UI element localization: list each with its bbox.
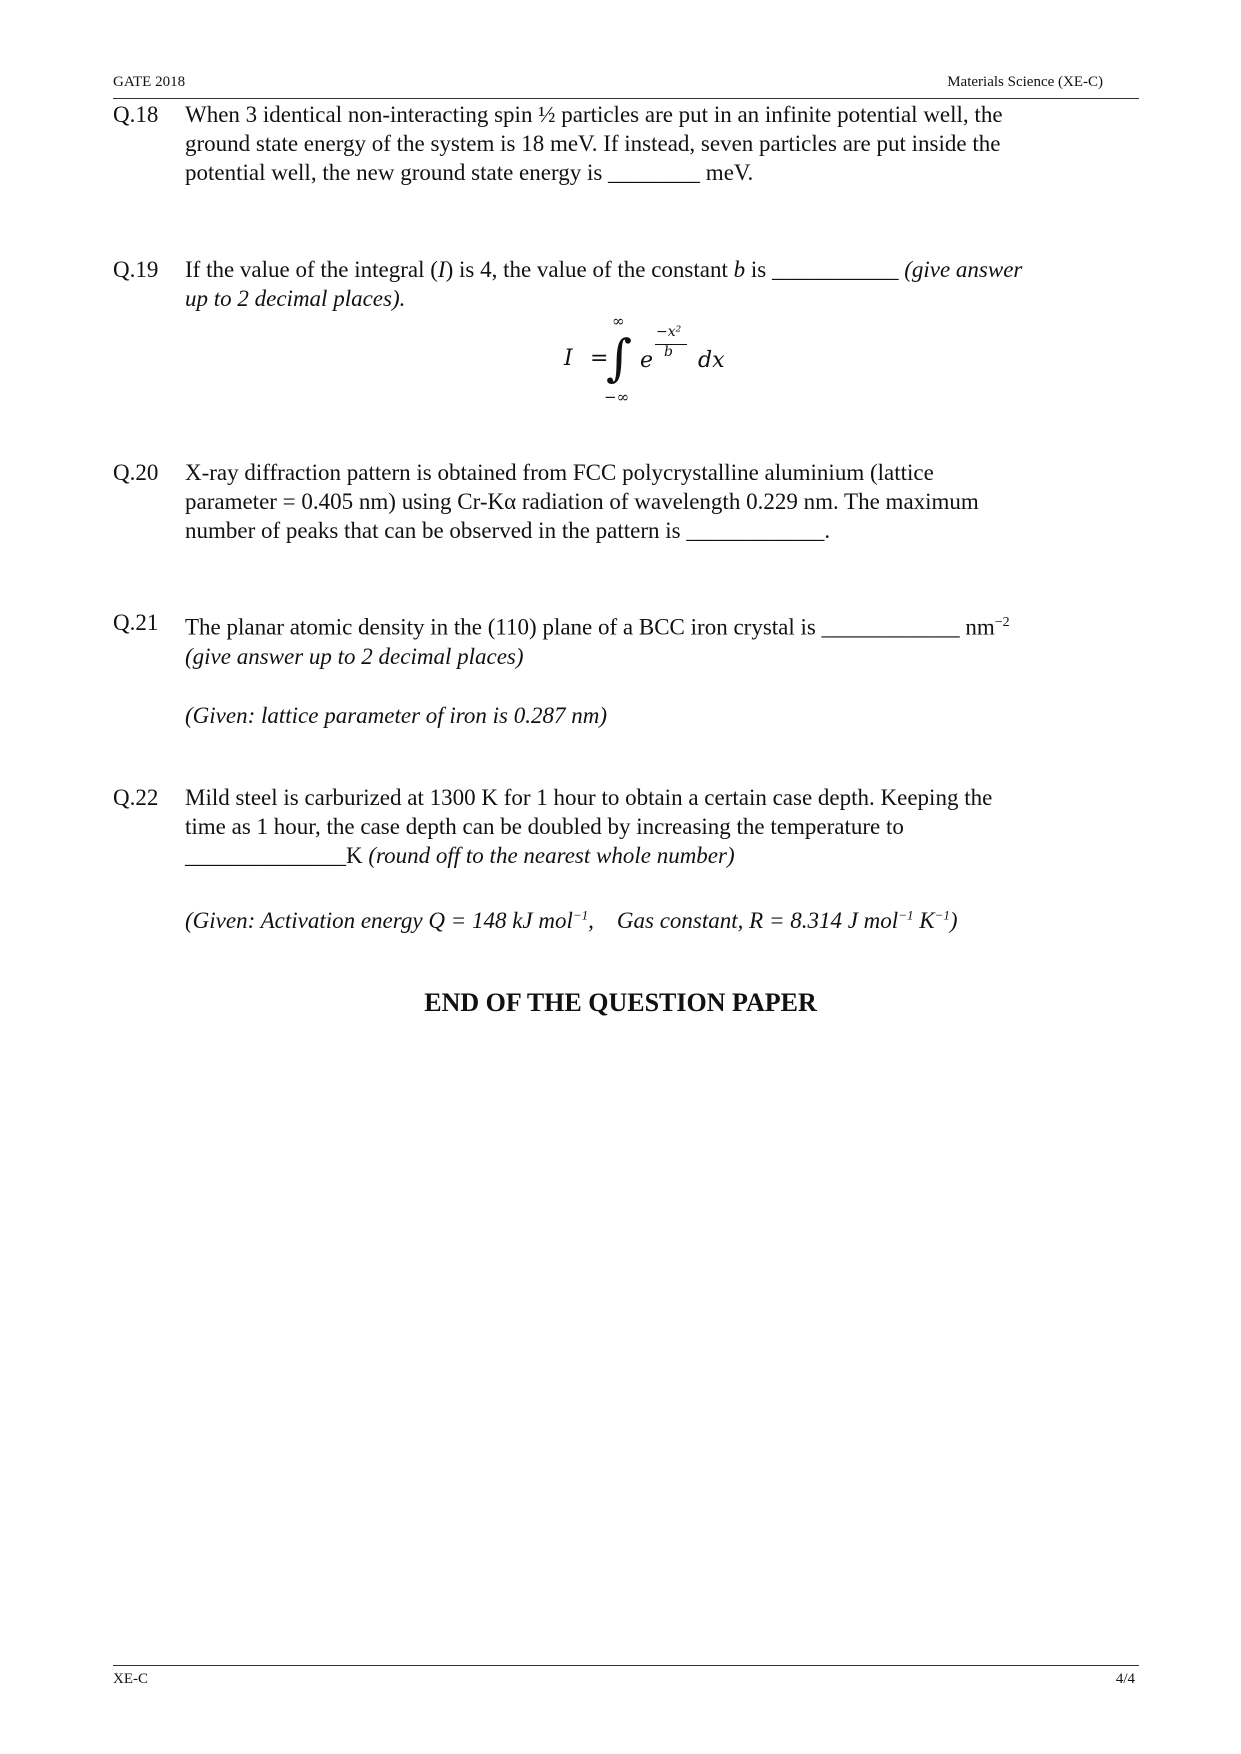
text-line: ______________K (round off to the nearest whole number) — [185, 843, 735, 868]
integral-sign: ∫ — [606, 329, 633, 387]
footer-paper-code: XE-C — [113, 1671, 148, 1687]
integral-formula — [560, 312, 740, 412]
question-text — [185, 783, 1105, 935]
text-line: time as 1 hour, the case depth can be doubled by increasing the temperature to — [185, 814, 904, 839]
given-line: (Given: Activation energy Q = 148 kJ mol$^{-1}$, Gas constant, R = 8.314 J mol$^{-1}$ $K^{-1}$) — [185, 907, 958, 933]
text-line: If the value of the integral (I) is 4, the value of the constant b is ___________ (give answer — [185, 257, 1023, 282]
exponent-numerator: −x² — [656, 324, 682, 340]
question-text — [185, 608, 1105, 730]
formula-lhs: I — [564, 346, 573, 371]
question-number: Q.20 — [113, 460, 159, 485]
text-line: When 3 identical non-interacting spin ½ particles are put in an infinite potential well, the — [185, 102, 1003, 127]
header-subject: Materials Science (XE-C) — [947, 74, 1103, 90]
exponential-base: e — [640, 348, 654, 373]
exponent-denominator: b — [664, 344, 673, 360]
page-number: 4/4 — [1115, 1671, 1135, 1687]
question-text — [185, 100, 1105, 187]
text-line: Mild steel is carburized at 1300 K for 1 hour to obtain a certain case depth. Keeping the — [185, 785, 993, 810]
footer-divider — [113, 1665, 1139, 1666]
question-text — [185, 255, 1105, 313]
text-line: parameter = 0.405 nm) using Cr-Kα radiation of wavelength 0.229 nm. The maximum — [185, 489, 979, 514]
text-line: X-ray diffraction pattern is obtained from FCC polycrystalline aluminium (lattice — [185, 460, 934, 485]
text-line: potential well, the new ground state energy is ________ meV. — [185, 160, 754, 185]
question-text — [185, 458, 1105, 545]
header-exam-name: GATE 2018 — [113, 74, 186, 90]
question-number: Q.18 — [113, 102, 159, 127]
text-line: ground state energy of the system is 18 meV. If instead, seven particles are put inside the — [185, 131, 1001, 156]
question-number: Q.22 — [113, 785, 159, 810]
text-line: (give answer up to 2 decimal places) — [185, 643, 524, 669]
question-number: Q.19 — [113, 257, 159, 282]
text-line: number of peaks that can be observed in the pattern is ____________. — [185, 518, 831, 543]
formula-equals: = — [590, 346, 609, 371]
integral-lower-limit: −∞ — [604, 388, 630, 406]
given-line: (Given: lattice parameter of iron is 0.287 nm) — [185, 702, 608, 728]
page-header — [113, 74, 1139, 99]
text-line: up to 2 decimal places). — [185, 286, 406, 311]
text-line: The planar atomic density in the (110) plane of a BCC iron crystal is ____________ $nm^{-2}$ — [185, 614, 1010, 640]
differential: dx — [698, 348, 725, 373]
question-number: Q.21 — [113, 610, 159, 635]
integral-upper-limit: ∞ — [612, 312, 625, 330]
end-of-paper-heading: END OF THE QUESTION PAPER — [424, 988, 817, 1017]
